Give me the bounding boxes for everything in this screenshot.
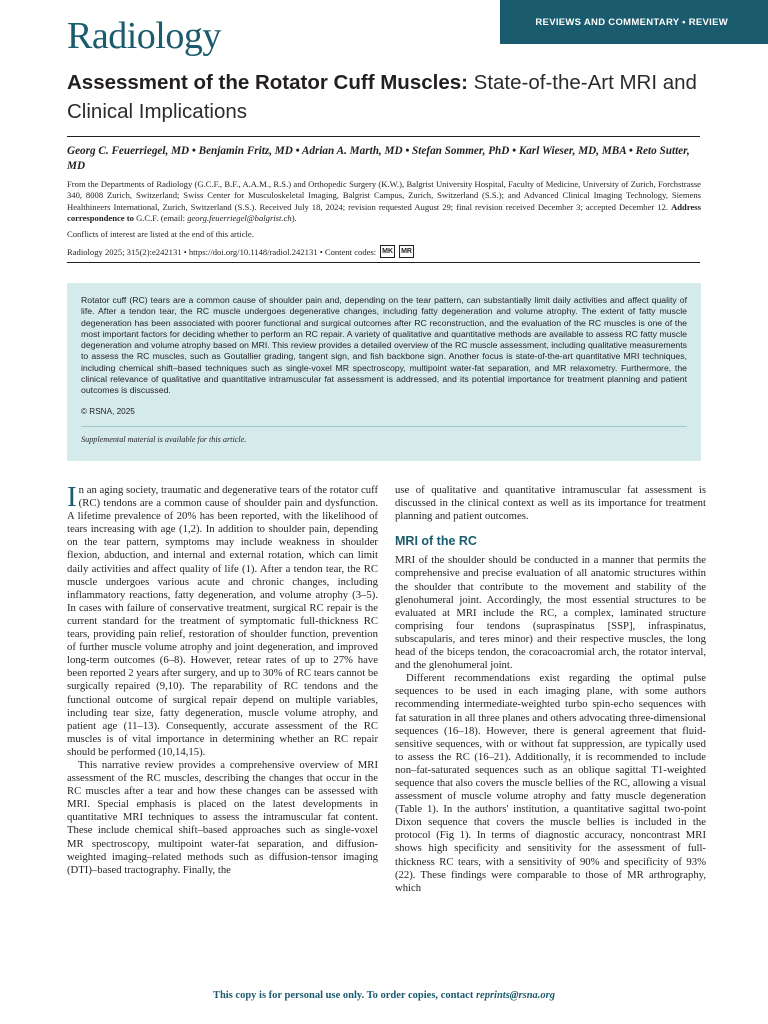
journal-logo: Radiology xyxy=(67,15,221,57)
body-column-left xyxy=(67,481,378,877)
abstract-box xyxy=(67,283,701,461)
body-paragraph: This narrative review provides a comprehensive overview of MRI assessment of the RC muscles, describing the changes that occur in the RC muscles after a tear and how these changes can be assessed with MRI. Special emphasis is placed on the latest developments in quantitative MRI techniques to assess the intramuscular fat content. These include chemical shift–based approaches such as single-voxel MR spectroscopy, multipoint water-fat separation, and diffusion-weighted imaging–related methods such as diffusion-tensor imaging (DTI)–based tractography. Finally, the xyxy=(67,758,378,876)
footer-email[interactable]: reprints@rsna.org xyxy=(475,990,556,1001)
abstract-copyright: © RSNA, 2025 xyxy=(81,406,135,416)
title-light: State-of-the-Art MRI and Clinical Implications xyxy=(67,71,697,123)
author-list: Georg C. Feuerriegel, MD • Benjamin Fritz, MD • Adrian A. Marth, MD • Stefan Sommer, PhD • Karl Wieser, MD, MBA • Reto Sutter, MD xyxy=(67,145,690,172)
citation-line xyxy=(67,245,414,258)
conflicts-note: Conflicts of interest are listed at the end of this article. xyxy=(67,229,254,239)
article-title xyxy=(67,68,707,126)
title-divider xyxy=(67,136,700,137)
body-paragraph: MRI of the shoulder should be conducted in a manner that permits the comprehensive and precise evaluation of all anatomic structures within the shoulder that contribute to the movement and stability of the glenohumeral joint. Accordingly, the most essential structures to be evaluated at MRI include the RC, a complex, laminated structure comprising four tendons (supraspinatus [SSP], infraspinatus, subscapularis, and teres minor) and their respective muscles, the long head of the biceps tendon, the coracoacromial arch, the rotator interval, and the glenohumeral joint. xyxy=(395,554,706,672)
content-code-mk[interactable]: MK xyxy=(380,245,395,258)
abstract-text: Rotator cuff (RC) tears are a common cause of shoulder pain and, depending on the tear pattern, can substantially limit daily activities and affect quality of life. After a tendon tear, the RC muscle undergoes degenerative changes, including fatty degeneration and volume atrophy. The extent of fatty muscle degeneration has been associated with poorer functional and surgical outcomes after RC reconstruction, and the evaluation of the RC muscles is one of the most important factors for deciding whether to perform an RC repair. A variety of qualitative and quantitative methods are available to assess RC fatty muscle degeneration and volume atrophy based on MRI. This review provides a detailed overview of the RC muscle assessment, including qualitative measurements to assess the RC muscles, such as Goutallier grading, tangent sign, and fish backbone sign. Another focus is state-of-the-art quantitative MRI techniques, including chemical shift–based techniques such as single-voxel MR spectroscopy, multipoint water-fat separation, and MR relaxometry. Furthermore, the clinical relevance of qualitative and quantitative intramuscular fat assessment is addressed, and its potential importance for treatment planning and patient outcomes is discussed. xyxy=(81,295,687,396)
body-paragraph: Different recommendations exist regarding the optimal pulse sequences to be used in each imaging plane, with some authors recommending intermediate-weighted turbo spin-echo sequences with fat saturation in all three planes and others advocating three-dimensional sequences (16–18). However, there is general agreement that fluid-sensitive sequences, with or without fat suppression, are typically used to assess the RC (16–21). Additionally, it is recommended to include non–fat-saturated sequences such as an oblique sagittal T1-weighted sequence that also covers the muscle bellies of the RC, allowing a visual assessment of muscle volume atrophy and fatty muscle degeneration (Table 1). In the authors' institution, a quantitative sagittal two-point Dixon sequence that covers the muscle bellies is included in the protocol (Fig 1). In terms of diagnostic accuracy, noncontrast MRI shows high specificity and sensitivity for the assessment of full-thickness RC tears, with a sensitivity of 90% and specificity of 93% (22). These findings were comparable to those of MR arthrography, which xyxy=(395,672,706,894)
correspondence-email[interactable]: georg.feuerriegel@balgrist.ch xyxy=(187,212,292,223)
section-tag: REVIEWS AND COMMENTARY • REVIEW xyxy=(500,0,768,44)
correspondence-text: G.C.F. (email: xyxy=(133,212,188,223)
drop-cap: I xyxy=(67,481,77,513)
citation-text: Radiology 2025; 315(2):e242131 • https://doi.org/10.1148/radiol.242131 • Content codes: xyxy=(67,246,377,257)
header-divider xyxy=(67,262,700,263)
title-bold: Assessment of the Rotator Cuff Muscles: xyxy=(67,71,468,94)
correspondence-end: ). xyxy=(291,212,297,223)
correspondence-label: Address correspondence to xyxy=(67,201,701,223)
content-code-mr[interactable]: MR xyxy=(399,245,414,258)
affiliations xyxy=(67,179,701,224)
paragraph-text: n an aging society, traumatic and degenerative tears of the rotator cuff (RC) tendons are a common cause of shoulder pain and dysfunction. A lifetime prevalence of 20% has been reported, with the likelihood of tears increasing with age (1,2). In addition to shoulder pain, depending on the tear pattern, symptoms may include weakness in shoulder flexion, abduction, and internal and external rotation, which can limit daily activities and affect quality of life (1). After a tendon tear, the RC muscle undergoes various acute and chronic changes, including inflammatory reactions, fatty degeneration, and volume atrophy (3–5). In cases with failure of conservative treatment, surgical RC repair is the current standard for the treatment of symptomatic full-thickness RC tears, providing pain relief, restoration of shoulder function, prevention of further muscle volume atrophy and joint degeneration, and improved long-term outcomes (6–8). However, retear rates of up to 27% have been reported 2 years after surgery, and up to 30% of RC tears cannot be surgically repaired (9,10). The reparability of RC tendons and the functional outcome of surgical repair depend on multiple variables, including tear size, fatty degeneration, muscle volume atrophy, and patient age (11–13). Consequently, accurate assessment of the RC muscles is of vital importance in determining whether an RC repair should be performed (10,14,15). xyxy=(67,484,378,758)
body-paragraph: use of qualitative and quantitative intramuscular fat assessment is discussed in the clinical context as well as its importance for treatment planning and patient outcomes. xyxy=(395,484,706,523)
supplemental-note: Supplemental material is available for this article. xyxy=(81,426,687,444)
footer-notice xyxy=(0,990,768,1001)
section-heading: MRI of the RC xyxy=(395,534,477,549)
affiliations-text: From the Departments of Radiology (G.C.F., B.F., A.A.M., R.S.) and Orthopedic Surgery (K.W.), Balgrist University Hospital, Faculty of Medicine, University of Zurich, Forchstrasse 340, 8008 Zurich, Switzerland; Swiss Center for Musculoskeletal Imaging, Balgrist Campus, Zurich, Switzerland (S.S.); and Advanced Clinical Imaging Technology, Siemens Healthineers International, Zurich, Switzerland (S.S.). Received July 18, 2024; revision requested August 29; final revision received December 3; accepted December 12. xyxy=(67,179,701,212)
footer-text: This copy is for personal use only. To order copies, contact xyxy=(212,990,476,1001)
body-column-right xyxy=(395,484,706,895)
body-paragraph xyxy=(67,481,378,759)
